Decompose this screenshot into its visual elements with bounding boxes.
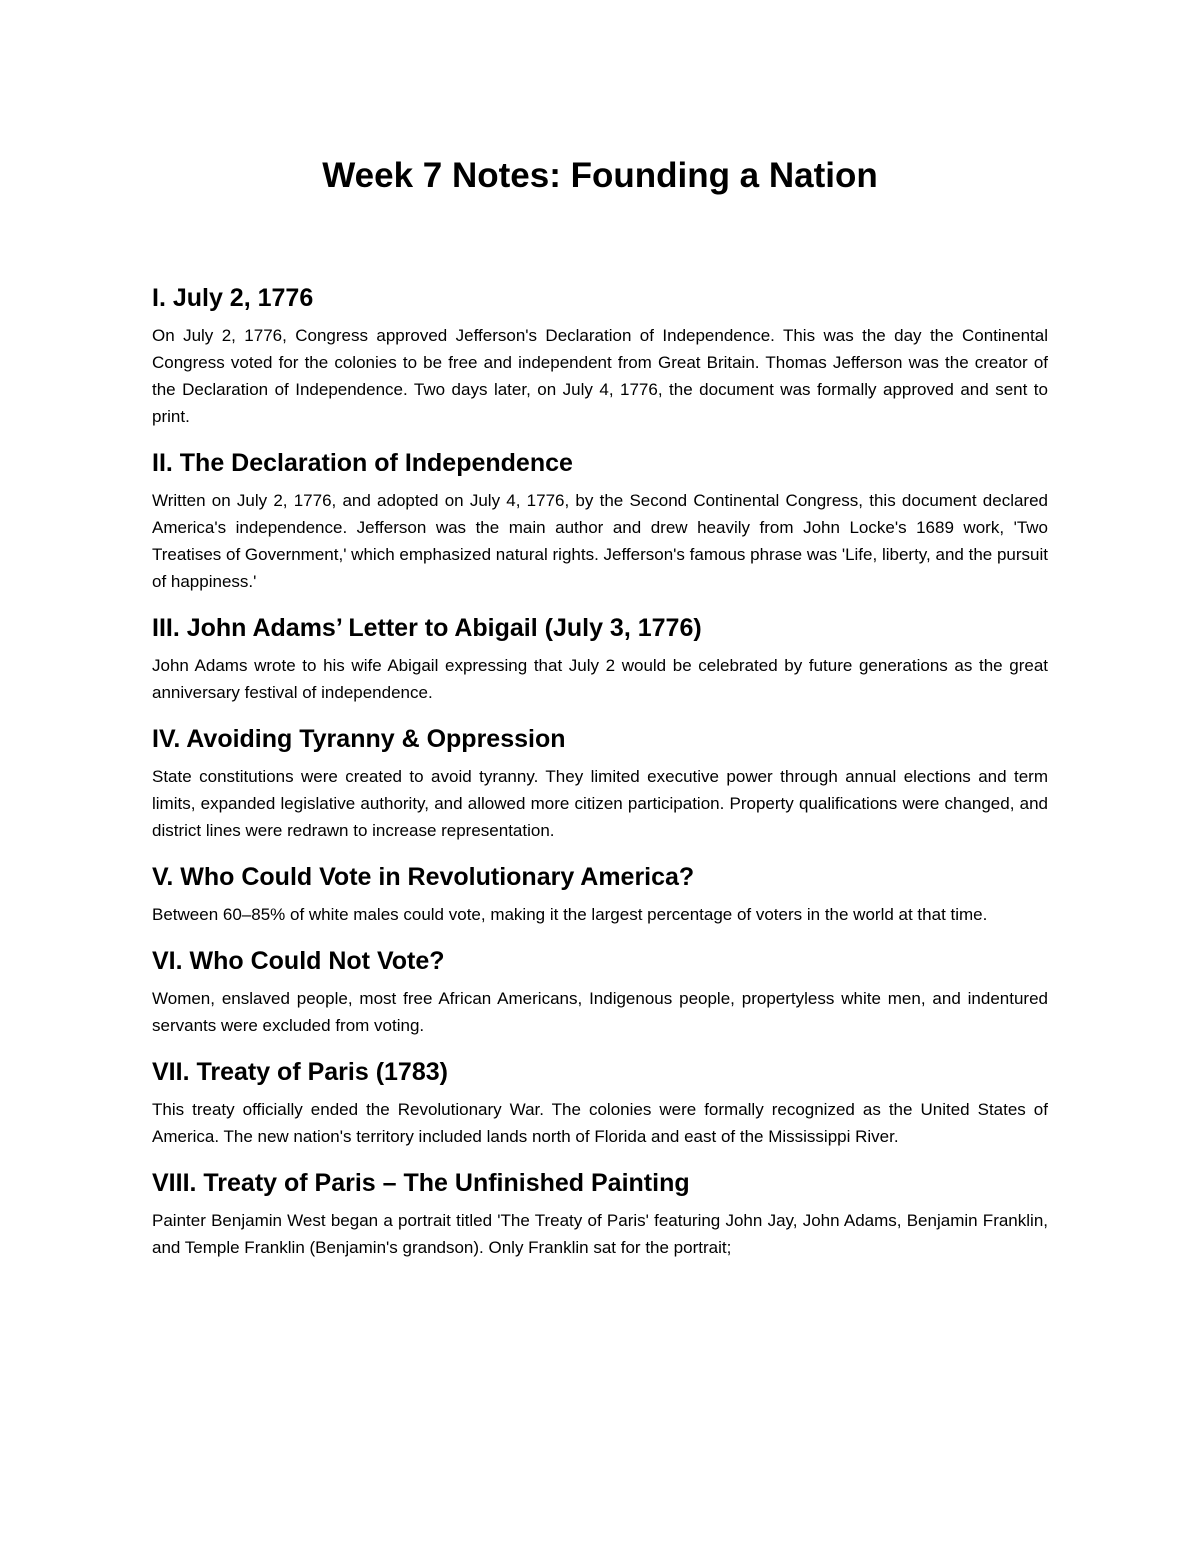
section-paragraph: John Adams wrote to his wife Abigail expressing that July 2 would be celebrated by future generations as the great anniversary festival of independence.	[152, 656, 1048, 702]
section-who-could-vote	[152, 859, 1048, 928]
section-paragraph: This treaty officially ended the Revolutionary War. The colonies were formally recognized as the United States of America. The new nation's territory included lands north of Florida and east of the Mississippi River.	[152, 1100, 1048, 1146]
section-heading: VI. Who Could Not Vote?	[152, 947, 445, 975]
section-paragraph: Women, enslaved people, most free African Americans, Indigenous people, propertyless white men, and indentured servants were excluded from voting.	[152, 989, 1048, 1035]
section-who-could-not-vote	[152, 943, 1048, 1039]
section-heading: I. July 2, 1776	[152, 284, 314, 312]
section-heading: VIII. Treaty of Paris – The Unfinished Painting	[152, 1169, 690, 1197]
section-treaty-of-paris	[152, 1054, 1048, 1150]
section-paragraph: State constitutions were created to avoid tyranny. They limited executive power through annual elections and term limits, expanded legislative authority, and allowed more citizen participation. Property qualifications were changed, and district lines were redrawn to increase representation.	[152, 767, 1048, 840]
section-paragraph: On July 2, 1776, Congress approved Jefferson's Declaration of Independence. This was the day the Continental Congress voted for the colonies to be free and independent from Great Britain. Thomas Jefferson was the creator of the Declaration of Independence. Two days later, on July 4, 1776, the document was formally approved and sent to print.	[152, 326, 1048, 426]
section-unfinished-painting	[152, 1165, 1048, 1261]
document-title: Week 7 Notes: Founding a Nation	[322, 156, 878, 195]
section-heading: VII. Treaty of Paris (1783)	[152, 1058, 448, 1086]
section-july-2-1776	[152, 280, 1048, 430]
document-body	[152, 280, 1048, 1261]
section-paragraph: Written on July 2, 1776, and adopted on July 4, 1776, by the Second Continental Congress, this document declared America's independence. Jefferson was the main author and drew heavily from John Locke's 1689 work, 'Two Treatises of Government,' which emphasized natural rights. Jefferson's famous phrase was 'Life, liberty, and the pursuit of happiness.'	[152, 491, 1048, 591]
section-paragraph: Between 60–85% of white males could vote, making it the largest percentage of voters in the world at that time.	[152, 905, 988, 924]
section-heading: IV. Avoiding Tyranny & Oppression	[152, 725, 566, 753]
section-paragraph: Painter Benjamin West began a portrait titled 'The Treaty of Paris' featuring John Jay, John Adams, Benjamin Franklin, and Temple Franklin (Benjamin's grandson). Only Franklin sat for the portrait;	[152, 1211, 1048, 1257]
section-adams-letter	[152, 610, 1048, 706]
section-heading: II. The Declaration of Independence	[152, 449, 573, 477]
section-heading: V. Who Could Vote in Revolutionary America?	[152, 863, 695, 891]
section-heading: III. John Adams’ Letter to Abigail (July 3, 1776)	[152, 614, 702, 642]
section-avoiding-tyranny	[152, 721, 1048, 844]
section-declaration-of-independence	[152, 445, 1048, 595]
